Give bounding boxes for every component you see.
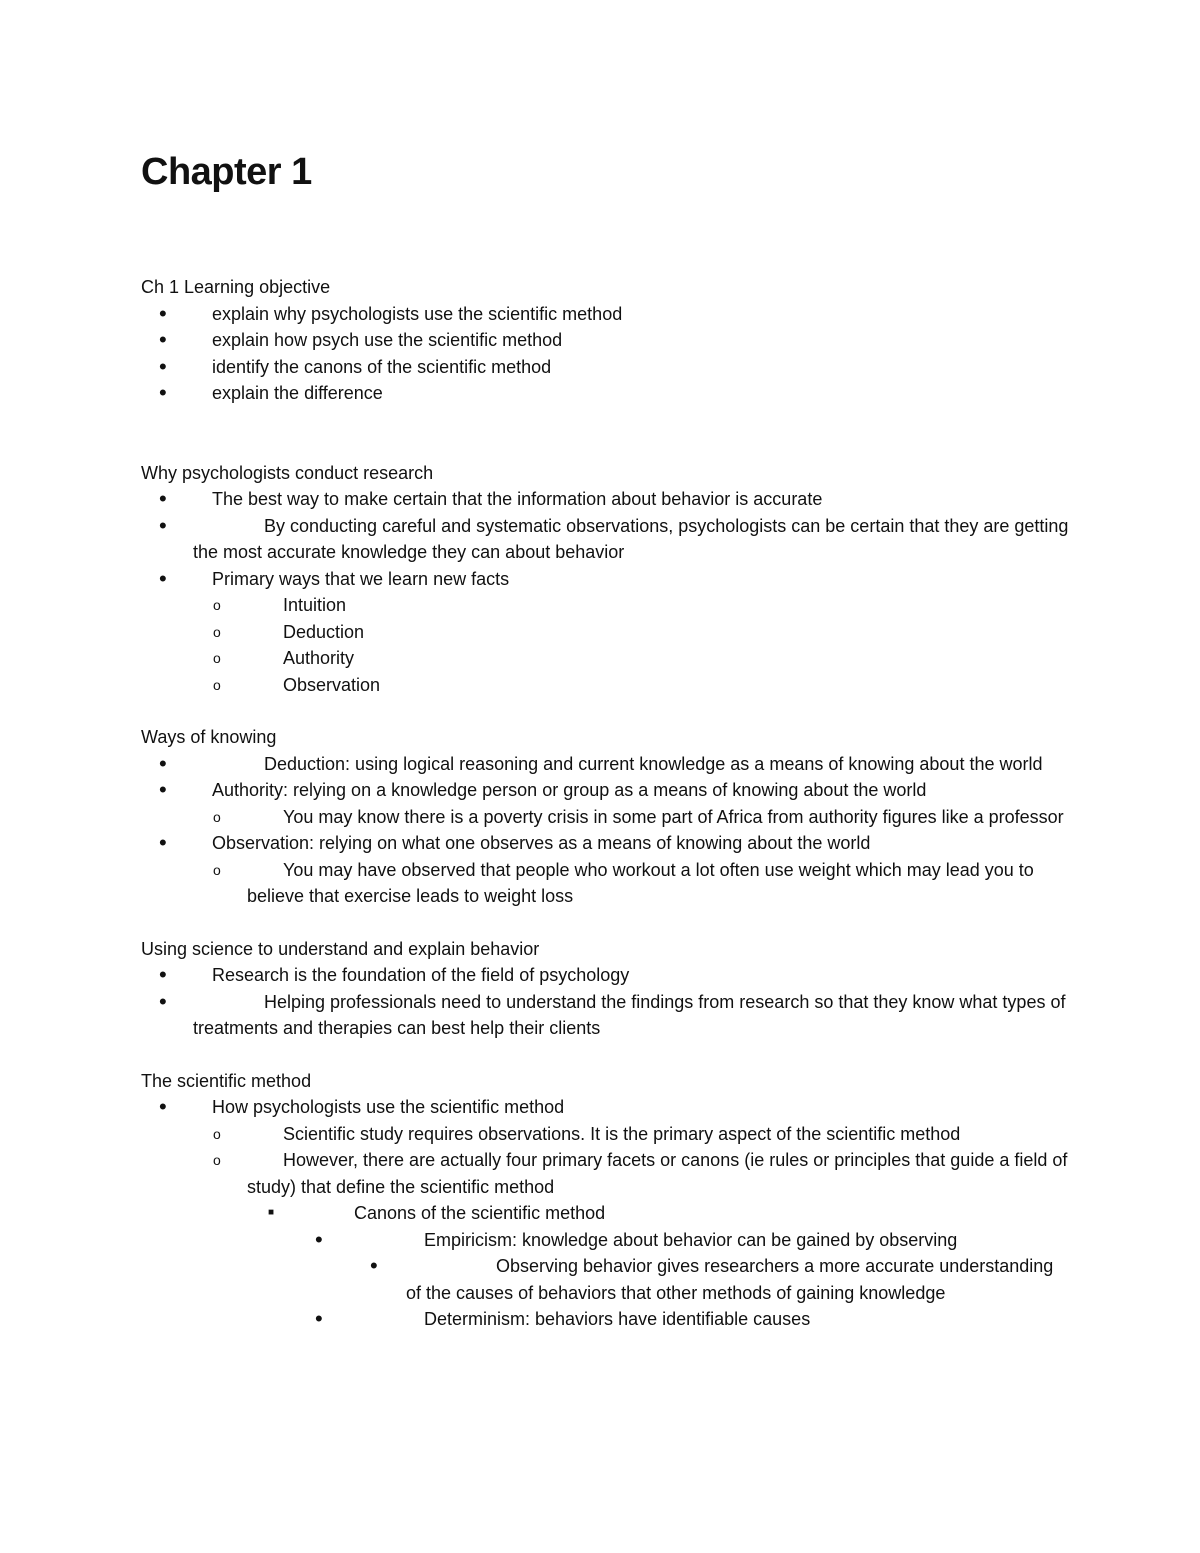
sub-list-item: o Authority bbox=[141, 645, 1071, 672]
circle-bullet-icon: o bbox=[213, 597, 221, 613]
circle-bullet-icon: o bbox=[213, 1152, 221, 1168]
bullet-icon: • bbox=[159, 830, 167, 855]
bullet-icon: • bbox=[159, 962, 167, 987]
circle-bullet-icon: o bbox=[213, 861, 221, 878]
section-heading: Ways of knowing bbox=[141, 727, 277, 747]
list-item: • Authority: relying on a knowledge person or group as a means of knowing about the world bbox=[159, 777, 927, 802]
nested-list-item: • Determinism: behaviors have identifiable causes bbox=[315, 1306, 811, 1331]
list-item: • How psychologists use the scientific method bbox=[159, 1094, 565, 1119]
page-title: Chapter 1 bbox=[141, 151, 312, 193]
bullet-icon: • bbox=[159, 750, 167, 776]
bullet-icon: • bbox=[159, 512, 167, 538]
list-item: • identify the canons of the scientific method bbox=[159, 353, 552, 379]
bullet-list bbox=[141, 486, 1071, 698]
sub-list-item: o Observation bbox=[141, 672, 1071, 699]
list-item: • Helping professionals need to understand the findings from research so that they know what types of treatments and therapies can best help their clients bbox=[159, 988, 1066, 1038]
section-heading: Ch 1 Learning objective bbox=[141, 277, 331, 297]
bullet-icon: • bbox=[159, 300, 167, 326]
nested-list-item: • Observing behavior gives researchers a more accurate understanding of the causes of behaviors that other methods of gaining knowledge bbox=[370, 1253, 1054, 1303]
circle-bullet-icon: o bbox=[213, 650, 221, 666]
list-item: • By conducting careful and systematic observations, psychologists can be certain that they are getting the most accurate knowledge they can about behavior bbox=[159, 512, 1069, 562]
square-bullet-icon: ■ bbox=[268, 1207, 275, 1218]
document-body bbox=[141, 274, 1071, 1333]
bullet-icon: • bbox=[315, 1306, 323, 1331]
circle-bullet-icon: o bbox=[213, 808, 221, 825]
circle-bullet-icon: o bbox=[213, 1125, 221, 1142]
list-item: • The best way to make certain that the information about behavior is accurate bbox=[159, 486, 823, 511]
bullet-icon: • bbox=[159, 565, 167, 591]
sub-list-item: o Intuition bbox=[141, 592, 1071, 619]
bullet-icon: • bbox=[159, 380, 167, 405]
section-heading: The scientific method bbox=[141, 1070, 312, 1091]
list-item: • explain how psych use the scientific method bbox=[159, 327, 563, 352]
bullet-list bbox=[141, 1094, 1071, 1333]
bullet-icon: • bbox=[159, 777, 167, 802]
bullet-icon: • bbox=[159, 353, 167, 379]
bullet-icon: • bbox=[315, 1226, 323, 1252]
bullet-icon: • bbox=[159, 988, 167, 1014]
list-item: • Observation: relying on what one observes as a means of knowing about the world bbox=[159, 830, 871, 855]
list-item: • Research is the foundation of the field of psychology bbox=[159, 962, 630, 987]
bullet-icon: • bbox=[370, 1253, 378, 1278]
sub-list-item: o Scientific study requires observations. It is the primary aspect of the scientific method bbox=[141, 1121, 1071, 1148]
sub-list-item: o However, there are actually four primary facets or canons (ie rules or principles that guide a field of study) that define the scientific method bbox=[247, 1147, 1071, 1200]
sub-list-item: o Deduction bbox=[141, 619, 1071, 646]
bullet-icon: • bbox=[159, 486, 167, 511]
sub-list-item: o You may have observed that people who workout a lot often use weight which may lead you to believe that exercise leads to weight loss bbox=[247, 857, 1071, 910]
sub-sub-list-item: ■ Canons of the scientific method bbox=[141, 1200, 1071, 1227]
bullet-list bbox=[141, 962, 1071, 1042]
bullet-icon: • bbox=[159, 1094, 167, 1119]
list-item: • Deduction: using logical reasoning and current knowledge as a means of knowing about the world bbox=[159, 750, 1043, 776]
section-heading: Using science to understand and explain behavior bbox=[141, 938, 540, 959]
nested-list-item: • Empiricism: knowledge about behavior can be gained by observing bbox=[315, 1226, 958, 1252]
bullet-icon: • bbox=[159, 327, 167, 352]
bullet-list bbox=[141, 751, 1071, 910]
section-heading: Why psychologists conduct research bbox=[141, 462, 434, 483]
list-item: • explain why psychologists use the scientific method bbox=[159, 300, 623, 326]
circle-bullet-icon: o bbox=[213, 623, 221, 640]
list-item: • Primary ways that we learn new facts bbox=[159, 565, 510, 591]
list-item: • explain the difference bbox=[159, 380, 383, 405]
sub-list-item: o You may know there is a poverty crisis in some part of Africa from authority figures like a professor bbox=[247, 804, 1071, 831]
bullet-list bbox=[141, 301, 1071, 407]
circle-bullet-icon: o bbox=[213, 676, 221, 693]
